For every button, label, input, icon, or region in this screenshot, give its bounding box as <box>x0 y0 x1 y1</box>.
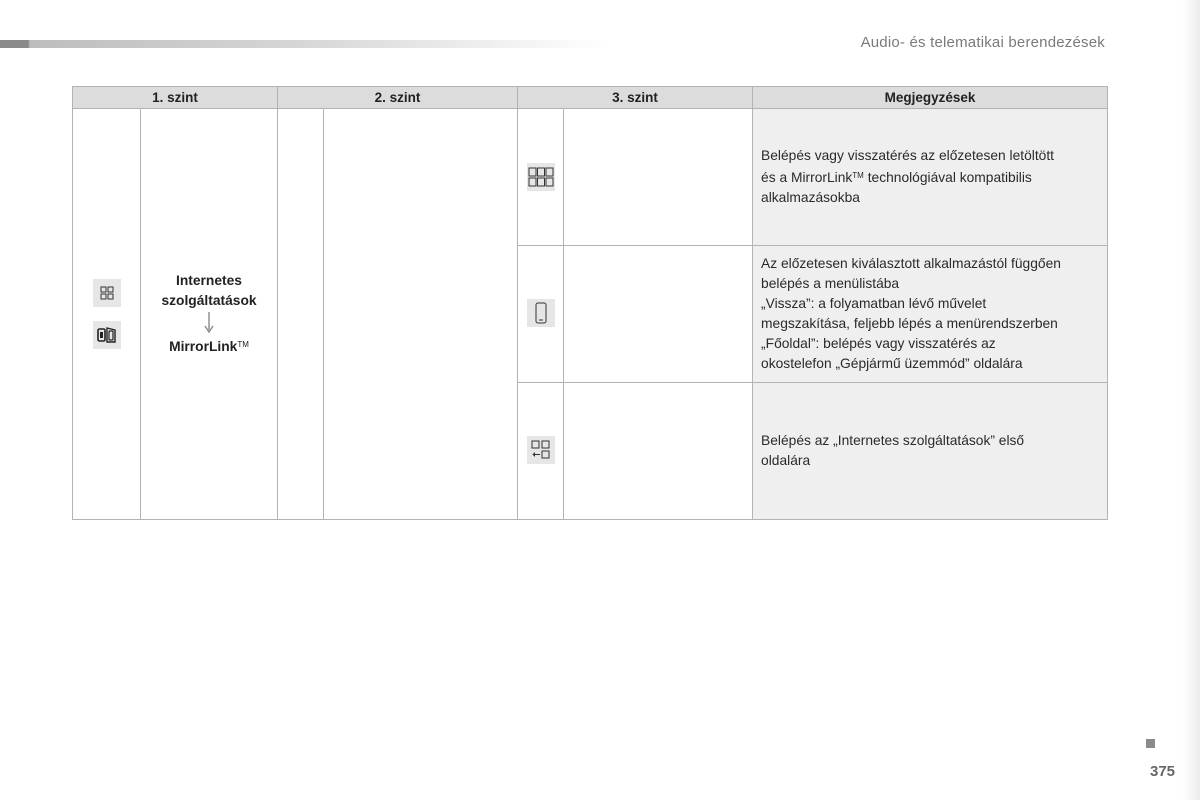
notes-line: Belépés vagy visszatérés az előzetesen letöltött <box>761 148 1055 163</box>
smartphone-icon[interactable] <box>527 299 555 327</box>
level1-icon-cell <box>73 109 141 520</box>
down-arrow-icon <box>141 311 277 335</box>
menu-table <box>72 86 1108 520</box>
notes-cell <box>753 246 1108 383</box>
level1-label-mirrorlink: MirrorLink <box>169 339 238 354</box>
notes-line: alkalmazásokba <box>761 190 860 205</box>
column-header-level3: 3. szint <box>518 87 753 109</box>
notes-text: technológiával kompatibilis <box>863 170 1032 185</box>
notes-line <box>761 166 1099 188</box>
level3-icon-cell <box>518 246 564 383</box>
trademark-mark: TM <box>852 171 864 180</box>
level1-label-internet: Internetes <box>176 273 242 288</box>
level3-icon-cell <box>518 383 564 520</box>
notes-line: Az előzetesen kiválasztott alkalmazástól függően <box>761 256 1061 271</box>
notes-cell <box>753 109 1108 246</box>
grid-apps-icon[interactable] <box>527 163 555 191</box>
header-gradient-bar <box>0 40 610 48</box>
section-title: Audio- és telematikai berendezések <box>860 34 1105 51</box>
level2-label-cell <box>324 109 518 520</box>
notes-line: „Főoldal”: belépés vagy visszatérés az <box>761 336 996 351</box>
trademark-mark: TM <box>237 340 249 349</box>
home-apps-icon[interactable] <box>527 436 555 464</box>
level1-label-services: szolgáltatások <box>161 293 257 308</box>
level3-label-cell <box>564 109 753 246</box>
notes-line: oldalára <box>761 453 811 468</box>
table-row <box>73 109 1108 246</box>
notes-text: és a MirrorLink <box>761 170 853 185</box>
apps-grid-icon[interactable] <box>93 279 121 307</box>
notes-line: belépés a menülistába <box>761 276 900 291</box>
level1-label-cell <box>141 109 278 520</box>
notes-cell <box>753 383 1108 520</box>
column-header-level1: 1. szint <box>73 87 278 109</box>
column-header-level2: 2. szint <box>278 87 518 109</box>
notes-line: megszakítása, feljebb lépés a menürendszerben <box>761 316 1058 331</box>
notes-line: Belépés az „Internetes szolgáltatások” első <box>761 433 1025 448</box>
level3-label-cell <box>564 383 753 520</box>
notes-line: „Vissza”: a folyamatban lévő művelet <box>761 296 987 311</box>
page-edge-shadow <box>1182 0 1200 800</box>
notes-line: okostelefon „Gépjármű üzemmód” oldalára <box>761 356 1023 371</box>
level3-icon-cell <box>518 109 564 246</box>
page-number: 375 <box>1150 763 1176 780</box>
phone-mirror-icon[interactable] <box>93 321 121 349</box>
page-marker <box>1146 739 1155 748</box>
column-header-notes: Megjegyzések <box>753 87 1108 109</box>
level3-label-cell <box>564 246 753 383</box>
table-header-row <box>73 87 1108 109</box>
level2-icon-cell <box>278 109 324 520</box>
